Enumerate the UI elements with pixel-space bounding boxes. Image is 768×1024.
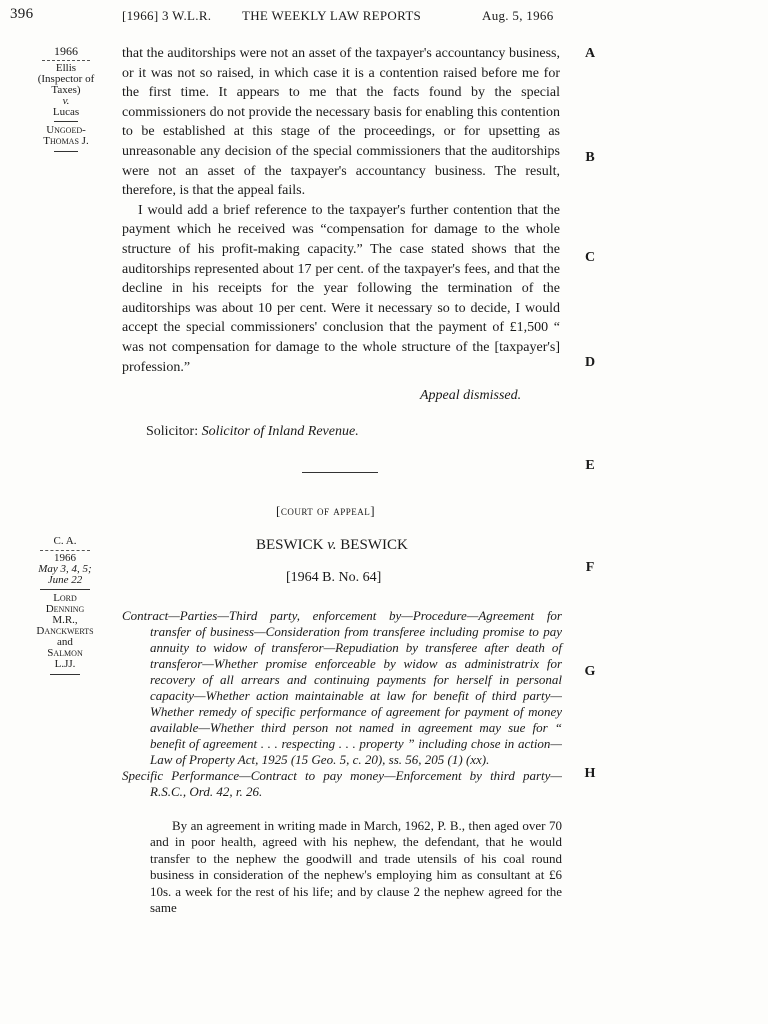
margin-letter: D xyxy=(584,355,596,370)
margin-divider xyxy=(42,60,90,61)
case1-versus: v. xyxy=(62,95,70,107)
case1-party-line: Taxes) xyxy=(51,84,81,96)
catchwords xyxy=(122,608,562,800)
case1-paragraph-1: that the auditorships were not an asset of the taxpayer's accountancy business, or it was not so raised, in which case it is a contention raised before me for the first time. It appears to me that the facts found by the special commissioners do not provide the necessary basis for enabling this contention to be established at this stage of the proceedings, or for upsetting as unreasonable any decision of the special commissioners that the auditorships were not an asset of the taxpayer's accountancy business. The result, therefore, is that the appeal fails. xyxy=(122,46,560,199)
margin-divider xyxy=(50,674,80,675)
case1-party-line: Lucas xyxy=(52,106,80,118)
margin-letter: B xyxy=(585,150,595,165)
case1-judge: Ungoed- xyxy=(46,124,86,136)
solicitor-label: Solicitor: xyxy=(146,424,199,439)
case1-margin-note xyxy=(28,46,104,156)
report-citation: [1966] 3 W.L.R. xyxy=(122,8,212,23)
solicitor-line xyxy=(146,424,359,440)
case2-dates: May 3, 4, 5; xyxy=(38,563,92,575)
margin-divider xyxy=(40,550,90,551)
headnote-facts xyxy=(150,818,562,916)
case1-party-line: (Inspector of xyxy=(37,73,95,85)
case2-judge: Lord xyxy=(53,592,77,604)
margin-letter: G xyxy=(584,664,596,679)
case-parties xyxy=(256,537,408,554)
facts-paragraph-1: By an agreement in writing made in March, 1962, P. B., then aged over 70 and in poor health, agreed with his nephew, the defendant, that he would transfer to the nephew the goodwill and trade utensils of his coal round business in consideration of the nephew's employing him as consultant at £6 10s. a week for the rest of his life; and by clause 2 the nephew agreed for the same xyxy=(150,818,562,916)
solicitor-name: Solicitor of Inland Revenue. xyxy=(201,424,359,439)
case2-judge: Salmon xyxy=(47,647,83,659)
party-defendant: BESWICK xyxy=(340,537,408,553)
page-number: 396 xyxy=(10,6,34,22)
case1-party-line: Ellis xyxy=(55,62,77,74)
margin-letter: C xyxy=(584,250,596,265)
disposition: Appeal dismissed. xyxy=(420,388,522,403)
case2-judge: L.JJ. xyxy=(54,658,76,670)
catchwords-paragraph-2: Specific Performance—Contract to pay money—Enforcement by third party—R.S.C., Ord. 42, r. 26. xyxy=(122,768,562,799)
margin-letter: F xyxy=(585,560,595,575)
catchwords-paragraph-1: Contract—Parties—Third party, enforcement by—Procedure—Agreement for transfer of business—Consideration from transferee including promise to pay annuity to widow of transferor—Repudiation by transferee after death of transferor—Whether promise enforceable by widow as administratrix for recovery of all arrears and continuing payments for herself in personal capacity—Whether action maintainable at law for benefit of third party—Whether remedy of specific performance of agreement for payment of money available—Whether third person not named in agreement may sue for “ benefit of agreement . . . respecting . . . property ” including chose in action—Law of Property Act, 1925 (15 Geo. 5, c. 20), ss. 56, 205 (1) (xx). xyxy=(122,608,562,767)
report-date: Aug. 5, 1966 xyxy=(482,8,554,23)
case2-judge: Danckwerts xyxy=(36,625,94,637)
case-number: [1964 B. No. 64] xyxy=(286,570,382,585)
case1-year: 1966 xyxy=(54,44,78,58)
versus: v. xyxy=(327,537,337,553)
case1-paragraph-2: I would add a brief reference to the taxpayer's further contention that the payment which he received was “compensation for damage to the whole structure of his profit-making capacity.” The case stated shows that the auditorships represented about 17 per cent. of the taxpayer's fees, and that the decline in his receipts for the year following the termination of the auditorships was about 10 per cent. Were it necessary so to decide, I would accept the special commissioners' conclusion that the payment of £1,500 “ was not compensation for damage to the whole structure of the [taxpayer's] profession.” xyxy=(122,202,560,375)
margin-letter: A xyxy=(584,46,596,61)
case2-dates: June 22 xyxy=(47,574,83,586)
margin-letter: E xyxy=(585,458,595,473)
party-plaintiff: BESWICK xyxy=(256,537,324,553)
case-separator-rule xyxy=(302,472,378,473)
case2-judge: Denning xyxy=(45,603,85,615)
margin-divider xyxy=(54,151,78,152)
margin-divider xyxy=(54,121,78,122)
case1-body xyxy=(122,44,560,377)
margin-letter: H xyxy=(584,766,596,781)
court-heading: [court of appeal] xyxy=(276,503,376,518)
case2-judge: M.R., xyxy=(52,614,78,626)
margin-divider xyxy=(40,589,90,590)
case2-margin-note xyxy=(22,536,108,679)
case2-year: 1966 xyxy=(54,552,76,564)
report-title: THE WEEKLY LAW REPORTS xyxy=(242,8,422,23)
case2-judge: and xyxy=(57,636,73,648)
case2-court: C. A. xyxy=(53,535,77,547)
case1-judge: Thomas J. xyxy=(43,135,89,147)
